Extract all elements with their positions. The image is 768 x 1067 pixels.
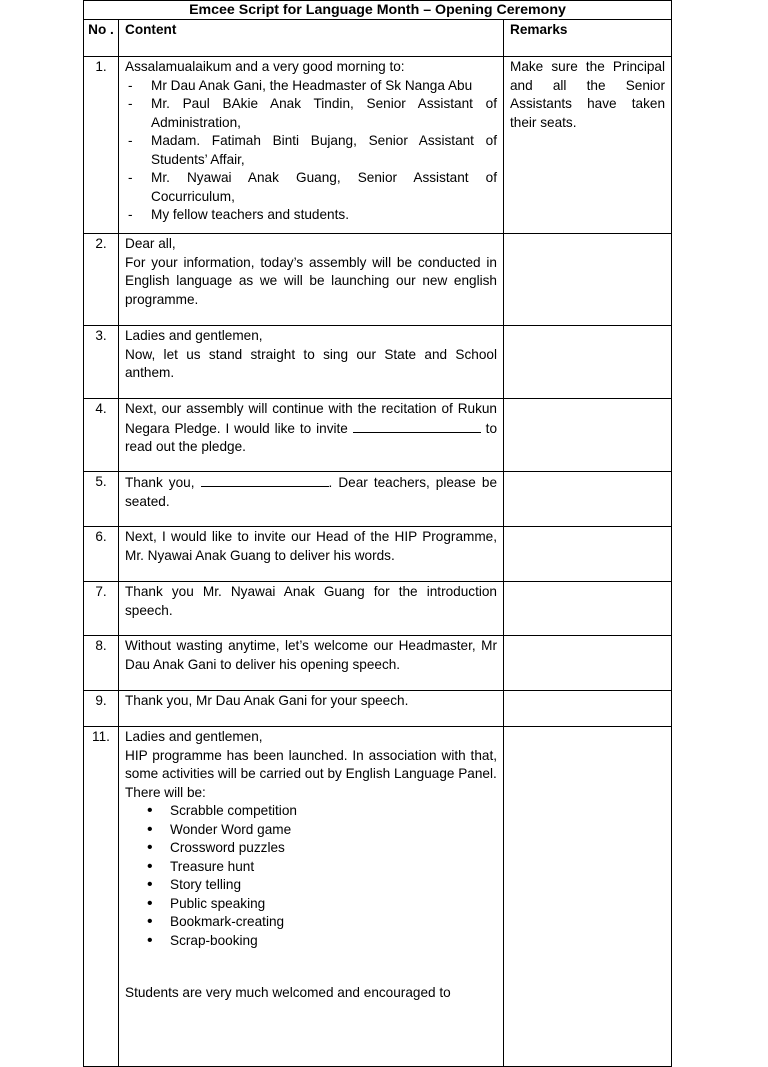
row-content: [119, 234, 504, 326]
row-number: 4.: [84, 399, 119, 472]
content-line: For your information, today’s assembly will be conducted in English language as we will be launching our new english programme.: [125, 254, 497, 307]
table-row: [84, 636, 672, 691]
table-row: [84, 399, 672, 472]
header-content: Content: [119, 20, 504, 57]
list-item: • Story telling: [125, 876, 497, 895]
row-number: 7.: [84, 582, 119, 636]
table-row: [84, 582, 672, 636]
list-item: - Madam. Fatimah Binti Bujang, Senior Assistant of Students’ Affair,: [125, 132, 497, 169]
fill-in-blank: [201, 473, 329, 487]
row-content: Thank you, Mr Dau Anak Gani for your speech.: [119, 691, 504, 727]
header-no: No .: [84, 20, 119, 57]
row-remarks: [504, 234, 672, 326]
table-row: [84, 472, 672, 527]
content-text: . Dear teachers, please be seated.: [125, 475, 497, 509]
row-remarks: [504, 691, 672, 727]
header-row: [84, 20, 672, 57]
table-row: [84, 57, 672, 234]
fill-in-blank: [353, 419, 481, 433]
spacer: [125, 950, 497, 984]
table-row: [84, 727, 672, 1067]
content-line: Ladies and gentlemen,: [125, 328, 263, 343]
emcee-script-table: [83, 0, 672, 1067]
list-item: • Scrabble competition: [125, 802, 497, 821]
row-content: [119, 727, 504, 1067]
row-number: 3.: [84, 326, 119, 399]
content-text: Thank you,: [125, 475, 201, 490]
greeting-intro: Assalamualaikum and a very good morning to:: [125, 59, 405, 74]
row-remarks: Make sure the Principal and all the Senior Assistants have taken their seats.: [504, 57, 672, 234]
list-item: • Crossword puzzles: [125, 839, 497, 858]
row-number: 5.: [84, 472, 119, 527]
row-content: [119, 399, 504, 472]
row-remarks: [504, 636, 672, 691]
title-row: [84, 1, 672, 20]
content-line: Students are very much welcomed and encouraged to: [125, 985, 451, 1000]
table-row: [84, 326, 672, 399]
guest-list: [125, 77, 497, 225]
list-item: - Mr Dau Anak Gani, the Headmaster of Sk Nanga Abu: [125, 77, 497, 96]
content-text: to read out the pledge.: [125, 420, 498, 454]
row-content: Thank you Mr. Nyawai Anak Guang for the introduction speech.: [119, 582, 504, 636]
list-item: • Treasure hunt: [125, 858, 497, 877]
row-content: [119, 472, 504, 527]
row-number: 6.: [84, 527, 119, 582]
table-row: [84, 234, 672, 326]
row-remarks: [504, 727, 672, 1067]
row-content: Next, I would like to invite our Head of the HIP Programme, Mr. Nyawai Anak Guang to deliver his words.: [119, 527, 504, 582]
content-line: Dear all,: [125, 236, 176, 251]
row-remarks: [504, 582, 672, 636]
list-item: - My fellow teachers and students.: [125, 206, 497, 225]
content-line: There will be:: [125, 784, 206, 800]
content-line: Ladies and gentlemen,: [125, 729, 263, 744]
row-number: 11.: [84, 727, 119, 1067]
list-item: • Scrap-booking: [125, 932, 497, 951]
row-number: 2.: [84, 234, 119, 326]
content-text: Next, our assembly will continue with the recitation of Rukun Negara Pledge. I would like to invite: [125, 401, 497, 436]
list-item: - Mr. Paul BAkie Anak Tindin, Senior Assistant of Administration,: [125, 95, 497, 132]
list-item: • Public speaking: [125, 895, 497, 914]
row-content: [119, 57, 504, 234]
row-number: 8.: [84, 636, 119, 691]
row-remarks: [504, 399, 672, 472]
list-item: • Bookmark-creating: [125, 913, 497, 932]
table-row: [84, 691, 672, 727]
row-number: 1.: [84, 57, 119, 234]
row-remarks: [504, 527, 672, 582]
header-remarks: Remarks: [504, 20, 672, 57]
content-line: Now, let us stand straight to sing our State and School anthem.: [125, 346, 497, 380]
list-item: • Wonder Word game: [125, 821, 497, 840]
row-content: [119, 326, 504, 399]
content-line: HIP programme has been launched. In association with that, some activities will be carried out by English Language Panel.: [125, 747, 497, 781]
row-remarks: [504, 472, 672, 527]
table-row: [84, 527, 672, 582]
document-title: Emcee Script for Language Month – Opening Ceremony: [84, 1, 672, 20]
row-content: Without wasting anytime, let’s welcome our Headmaster, Mr Dau Anak Gani to deliver his opening speech.: [119, 636, 504, 691]
activity-list: [125, 802, 497, 950]
row-remarks: [504, 326, 672, 399]
row-number: 9.: [84, 691, 119, 727]
list-item: - Mr. Nyawai Anak Guang, Senior Assistant of Cocurriculum,: [125, 169, 497, 206]
